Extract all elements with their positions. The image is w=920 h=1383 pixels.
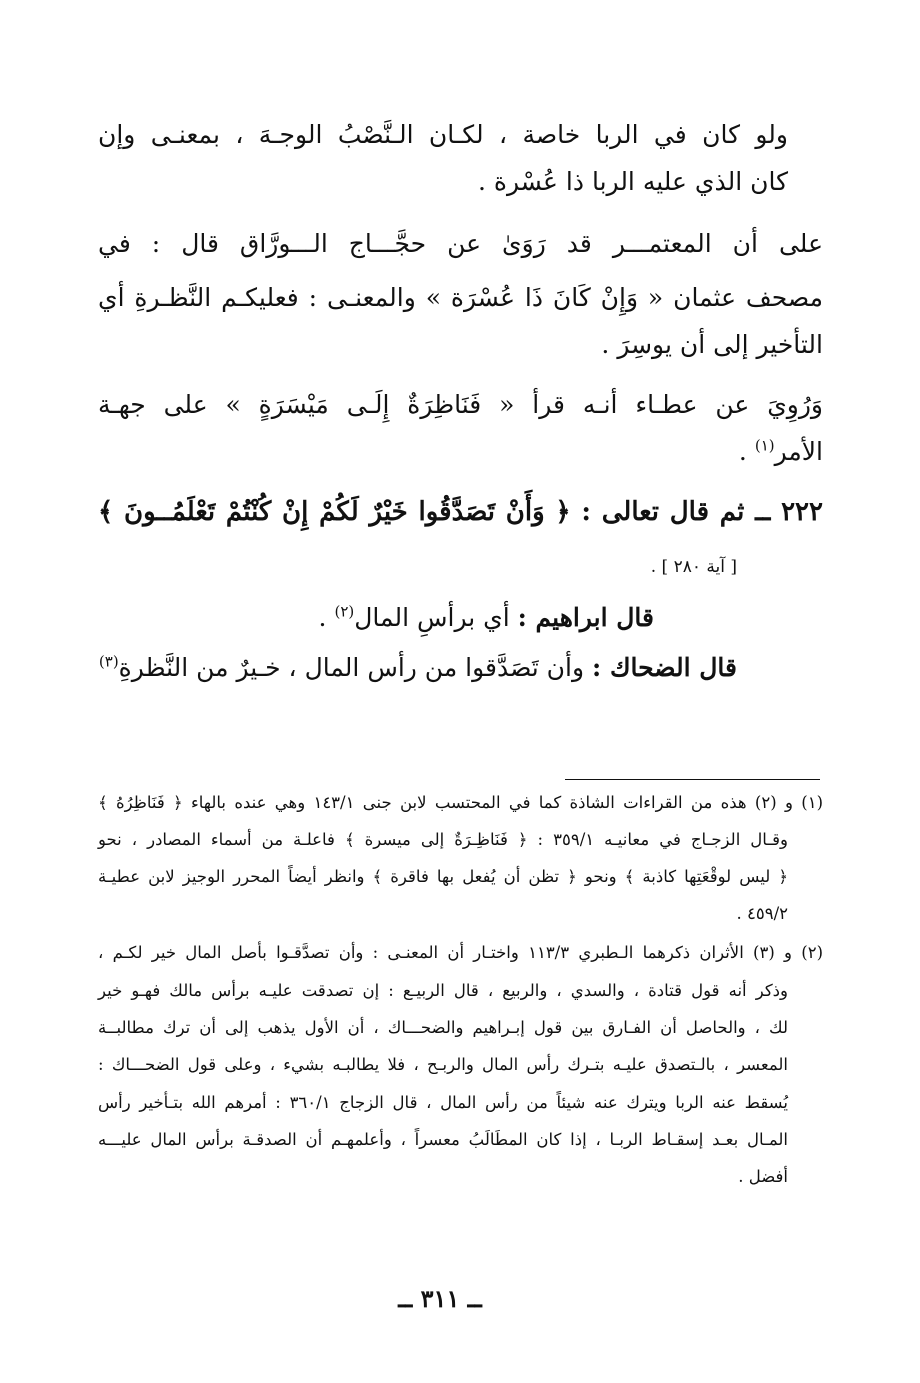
footnote-2-line-5: يُسقط عنه الربا ويترك عنه شيئاً من رأس المال ، قال الزجاج ٣٦٠/١ : أمرهم الله بتـأخير رأس: [98, 1093, 788, 1112]
quote-ibrahim-text: أي برأسِ المال: [354, 603, 518, 632]
quote-ibrahim-end: .: [318, 603, 335, 632]
footnote-1-line-3: ﴿ ليس لوقْعَتِها كاذبة ﴾ ونحو ﴿ تظن أن يُفعل بها فاقرة ﴾ وانظر أيضاً المحرر الوجيز لابن عطيـة: [98, 867, 788, 886]
footnote-ref-2: (٢): [334, 602, 355, 621]
footnote-ref-3: (٣): [98, 652, 119, 671]
body-line-6: وَرُوِيَ عن عطـاء أنـه قرأ « فَنَاظِرَةٌ إِلَـى مَيْسَرَةٍ » على جهـة: [98, 390, 823, 419]
quote-dahhak-speaker: قال الضحاك :: [592, 653, 737, 682]
body-line-7-text: الأمر: [774, 437, 823, 466]
body-line-7-end: .: [738, 437, 755, 466]
quote-ibrahim: [319, 603, 654, 632]
quote-ibrahim-speaker: قال ابراهيم :: [517, 603, 654, 632]
quote-dahhak: [99, 653, 737, 682]
body-line-1: ولو كان في الربا خاصة ، لكـان الـنَّصْبُ الوجـهَ ، بمعنـى وإن: [98, 120, 788, 149]
footnote-2-line-1: (٢) و (٣) الأثران ذكرهما الـطبري ١١٣/٣ واختـار أن المعنـى : وأن تصدَّقـوا بأصل المال خير لكـم ،: [98, 943, 823, 962]
footnote-2-line-2: وذكر أنه قول قتادة ، والسدي ، والربيع ، قال الربيـع : إن تصدقت عليـه برأس مالك فهـو خير: [98, 981, 788, 1000]
body-line-5: التأخير إلى أن يوسِرَ .: [601, 330, 823, 359]
verse-line: ٢٢٢ ــ ثم قال تعالى : ﴿ وَأَنْ تَصَدَّقُوا خَيْرٌ لَكُمْ إِنْ كُنْتُمْ تَعْلَمُــونَ ﴾: [98, 497, 823, 527]
footnote-divider: [565, 779, 820, 780]
footnote-2-line-3: لك ، والحاصل أن الفـارق بين قول إبـراهيم والضحـــاك ، أن الأول يذهب إلى أن ترك مطالبــة: [98, 1018, 788, 1037]
verse-reference: [ آية ٢٨٠ ] .: [650, 557, 737, 577]
page-number: ــ ٣١١ ــ: [398, 1284, 482, 1313]
body-line-7: [739, 437, 823, 466]
quote-dahhak-text: وأن تَصَدَّقوا من رأس المال ، خـيرٌ من النَّظرةِ: [118, 653, 593, 682]
footnote-2-line-4: المعسر ، بالـتصدق عليـه بتـرك رأس المال والربـح ، فلا يطالبـه بشيء ، وعلى قول الضحـــاك :: [98, 1055, 788, 1074]
footnote-2-line-7: أفضل .: [738, 1167, 788, 1186]
body-line-2: كان الذي عليه الربا ذا عُسْرة .: [477, 167, 788, 196]
body-line-3: على أن المعتمـــر قد رَوَىٰ عن حجَّـــاج الـــورَّاق قال : في: [98, 229, 823, 258]
footnote-2-line-6: المـال بعـد إسقـاط الربـا ، إذا كان المطَالَبُ معسراً ، وأعلمهـم أن الصدقـة برأس المال عليـــه: [98, 1130, 788, 1149]
footnote-1-line-1: (١) و (٢) هذه من القراءات الشاذة كما في المحتسب لابن جنى ١٤٣/١ وهي عنده بالهاء ﴿ فَنَاظِرُهُ ﴾: [98, 793, 823, 812]
footnote-1-line-2: وقـال الزجـاج في معانيـه ٣٥٩/١ : ﴿ فَنَاظِـرَةٌ إلى ميسرة ﴾ فاعلـة من أسماء المصادر ، نحو: [98, 830, 788, 849]
footnote-ref-1: (١): [754, 436, 775, 455]
footnote-1-line-4: ٤٥٩/٢ .: [736, 904, 788, 923]
body-line-4: مصحف عثمان « وَإِنْ كَانَ ذَا عُسْرَة » والمعنـى : فعليكـم النَّظـرةِ أي: [98, 283, 823, 312]
